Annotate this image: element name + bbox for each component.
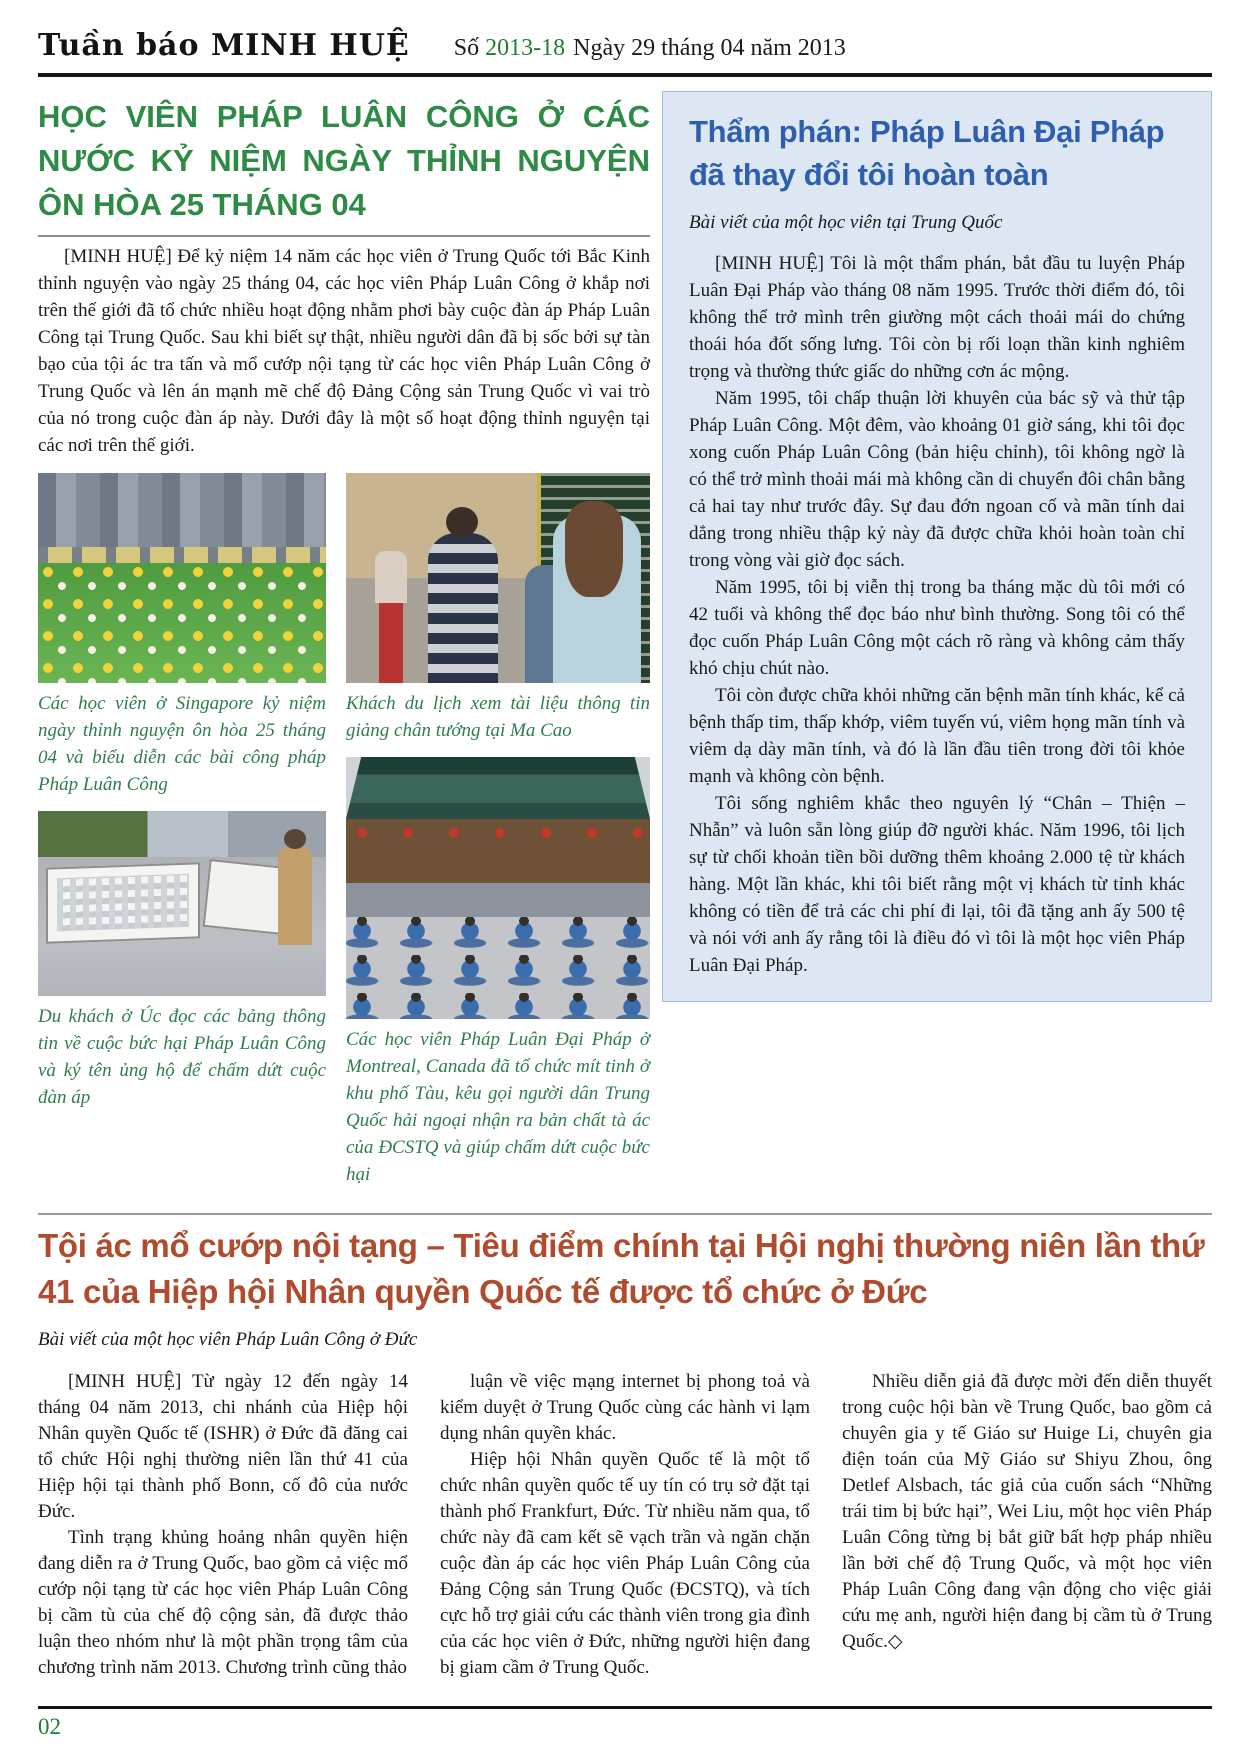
- text-column-3: [842, 1369, 1212, 1681]
- tourist-figure: [379, 603, 403, 683]
- article-body-paragraph: Nhiều diễn giả đã được mời đến diễn thuyết trong cuộc hội bàn về Trung Quốc, bao gồm cả chuyên gia y tế Giáo sư Huige Li, chuyên gia điện toán của Mỹ Giáo sư Shiyu Zhou, ông Detlef Alsbach, tác giả của cuốn sách “Những trái tim bị bức hại”, Wei Liu, một học viên Pháp Luân Công từng bị bắt giữ bất hợp pháp nhiều lần bởi chế độ Trung Quốc, và một học viên Pháp Luân Công đang vận động cho việc giải cứu mẹ anh, người hiện đang bị cầm tù ở Trung Quốc.◇: [842, 1371, 1212, 1652]
- issue-line: [454, 35, 846, 62]
- issue-date: Ngày 29 tháng 04 năm 2013: [573, 35, 846, 61]
- stone-base-layer: [346, 883, 650, 917]
- article-petition-day: [38, 91, 650, 1201]
- photo-caption: Các học viên Pháp Luân Đại Pháp ở Montreal, Canada đã tổ chức mít tinh ở khu phố Tàu, kêu gọi người dân Trung Quốc hải ngoại nhận ra bản chất tà ác của ĐCSTQ và giúp chấm dứt cuộc bức hại: [346, 1029, 650, 1185]
- masthead: [38, 0, 1212, 77]
- photo-caption: Các học viên ở Singapore kỷ niệm ngày thỉnh nguyện ôn hòa 25 tháng 04 và biểu diễn các bài công pháp Pháp Luân Công: [38, 693, 326, 795]
- photo-australia-boards: [38, 811, 326, 996]
- pavilion-wall-layer: [346, 819, 650, 883]
- article-body-paragraph: Tình trạng khủng hoảng nhân quyền hiện đang diễn ra ở Trung Quốc, bao gồm cả việc mổ cướp nội tạng từ các học viên Pháp Luân Công bị cầm tù của chế độ cộng sản, đã được thảo luận theo nhóm như là một phần trọng tâm của chương trình năm 2013. Chương trình cũng thảo: [38, 1527, 408, 1678]
- article-body-paragraph: Hiệp hội Nhân quyền Quốc tế là một tổ chức nhân quyền quốc tế uy tín có trụ sở đặt tại thành phố Frankfurt, Đức. Từ nhiều năm qua, tổ chức này đã cam kết sẽ vạch trần và ngăn chặn cuộc đàn áp các học viên Pháp Luân Công của Đảng Cộng sản Trung Quốc (ĐCSTQ), và tích cực hỗ trợ giải cứu các thành viên trong gia đình của các học viên ở Đức, những người hiện đang bị giam cầm ở Trung Quốc.: [440, 1449, 810, 1678]
- photo-macau-tourists: [346, 473, 650, 683]
- article-body-paragraph: luận về việc mạng internet bị phong toả và kiểm duyệt ở Trung Quốc cùng các hành vi lạm dụng nhân quyền khác.: [440, 1371, 810, 1444]
- article-body-paragraph: Năm 1995, tôi chấp thuận lời khuyên của bác sỹ và thử tập Pháp Luân Công. Một đêm, vào khoảng 01 giờ sáng, khi tôi đọc xong cuốn Pháp Luân Công (bản hiệu chỉnh), tôi không ngờ là có thể trở mình thoải mái mà không cần di chuyển đôi chân bằng cả hai tay như trước đây. Sự đau đớn ngoan cố và mãn tính dai dẳng trong nhiều thập kỷ này đã được chữa khỏi hoàn toàn chỉ trong vòng vài giờ đọc sách.: [689, 388, 1185, 571]
- section-divider: [38, 1213, 1212, 1215]
- tourist-figure: [428, 533, 498, 683]
- passerby-figure: [278, 847, 312, 945]
- page-footer: [38, 1706, 1212, 1740]
- article-body-paragraph: Tôi còn được chữa khỏi những căn bệnh mãn tính khác, kể cả bệnh thấp tim, thấp khớp, viêm tuyến vú, viêm họng mãn tính và viêm dạ dày mãn tính, và đó là lần đầu tiên trong đời tôi khỏe mạnh và không còn bệnh.: [689, 685, 1185, 787]
- meditators-layer: [346, 917, 650, 1019]
- photo-caption: Khách du lịch xem tài liệu thông tin giảng chân tướng tại Ma Cao: [346, 693, 650, 741]
- photo-singapore-practice: [38, 473, 326, 683]
- title-divider: [38, 235, 650, 237]
- article-title-green: HỌC VIÊN PHÁP LUÂN CÔNG Ở CÁC NƯỚC KỶ NIỆM NGÀY THỈNH NGUYỆN ÔN HÒA 25 THÁNG 04: [38, 99, 650, 222]
- main-content: [38, 91, 1212, 1201]
- newspaper-logo: Tuần báo MINH HUỆ: [38, 28, 410, 63]
- text-columns: [38, 1369, 1212, 1681]
- article-body-paragraph: Tôi sống nghiêm khắc theo nguyên lý “Chân – Thiện – Nhẫn” và luôn sẵn lòng giúp đỡ người khác. Năm 1996, tôi lịch sự từ chối khoản tiền bồi dưỡng thêm khoảng 2.000 tệ từ khách hàng. Một lần khác, khi tôi biết rằng một vị khách từ tỉnh khác không có tiền để trả các chi phí đi lại, tôi đã tặng anh ấy 500 tệ và nói với anh ấy rằng tôi là điều đó vì tôi là một học viên Pháp Luân Đại Pháp.: [689, 793, 1185, 976]
- article-judge-story: [662, 91, 1212, 1002]
- photo-grid: [38, 473, 650, 1201]
- tourist-figure: [553, 515, 641, 683]
- info-board: [203, 859, 290, 935]
- issue-label: Số: [453, 35, 480, 61]
- photo-caption: Du khách ở Úc đọc các bảng thông tin về cuộc bức hại Pháp Luân Công và ký tên ủng hộ để chấm dứt cuộc đàn áp: [38, 1006, 326, 1108]
- issue-number: 2013-18: [485, 35, 566, 61]
- article-title-brown: Tội ác mổ cướp nội tạng – Tiêu điểm chính tại Hội nghị thường niên lần thứ 41 của Hiệp hội Nhân quyền Quốc tế được tổ chức ở Đức: [38, 1227, 1205, 1310]
- article-body-paragraph: Năm 1995, tôi bị viễn thị trong ba tháng mặc dù tôi mới có 42 tuổi và không thể đọc báo như bình thường. Song tôi có thể đọc cuốn Pháp Luân Công một cách rõ ràng và không cảm thấy khó chịu chút nào.: [689, 577, 1185, 679]
- article-title-blue: Thẩm phán: Pháp Luân Đại Pháp đã thay đổi tôi hoàn toàn: [689, 114, 1165, 192]
- lawn-practitioners-layer: [38, 563, 326, 683]
- article-body-paragraph: [MINH HUỆ] Từ ngày 12 đến ngày 14 tháng 04 năm 2013, chi nhánh của Hiệp hội Nhân quyền Quốc tế (ISHR) ở Đức đã đăng cai tổ chức Hội nghị thường niên lần thứ 41 của Hiệp hội tại thành phố Bonn, cố đô của nước Đức.: [38, 1371, 408, 1522]
- text-column-1: [38, 1369, 408, 1681]
- article-body-paragraph: [MINH HUỆ] Tôi là một thẩm phán, bắt đầu tu luyện Pháp Luân Đại Pháp vào tháng 08 năm 1995. Trước thời điểm đó, tôi không thể trở mình trên giường một cách thoải mái do chứng thoái hóa đốt sống lưng. Tôi còn bị rối loạn thần kinh nghiêm trọng và thường thức giấc do những cơn ác mộng.: [689, 253, 1185, 382]
- article-ishr-conference: [38, 1213, 1212, 1681]
- info-board: [46, 862, 200, 943]
- pavilion-roof-layer: [346, 757, 650, 819]
- city-buildings-layer: [38, 473, 326, 547]
- article-byline: Bài viết của một học viên tại Trung Quốc: [689, 212, 1003, 233]
- article-body-paragraph: [MINH HUỆ] Để kỷ niệm 14 năm các học viên ở Trung Quốc tới Bắc Kinh thỉnh nguyện vào ngày 25 tháng 04, các học viên Pháp Luân Công ở khắp nơi trên thế giới đã tổ chức nhiều hoạt động nhằm phơi bày cuộc đàn áp Pháp Luân Công tại Trung Quốc. Sau khi biết sự thật, nhiều người dân đã bị sốc bởi sự tàn bạo của tội ác tra tấn và mổ cướp nội tạng từ các học viên Pháp Luân Công ở Trung Quốc và lên án mạnh mẽ chế độ Đảng Cộng sản Trung Quốc vì vai trò của nó trong cuộc đàn áp này. Dưới đây là một số hoạt động thỉnh nguyện tại các nơi trên thế giới.: [38, 246, 650, 456]
- article-byline: Bài viết của một học viên Pháp Luân Công ở Đức: [38, 1329, 418, 1350]
- page-number: 02: [38, 1714, 61, 1739]
- photo-column-right: [346, 473, 650, 1201]
- text-column-2: [440, 1369, 810, 1681]
- photo-montreal-rally: [346, 757, 650, 1019]
- photo-column-left: [38, 473, 326, 1201]
- banner-layer: [38, 547, 326, 563]
